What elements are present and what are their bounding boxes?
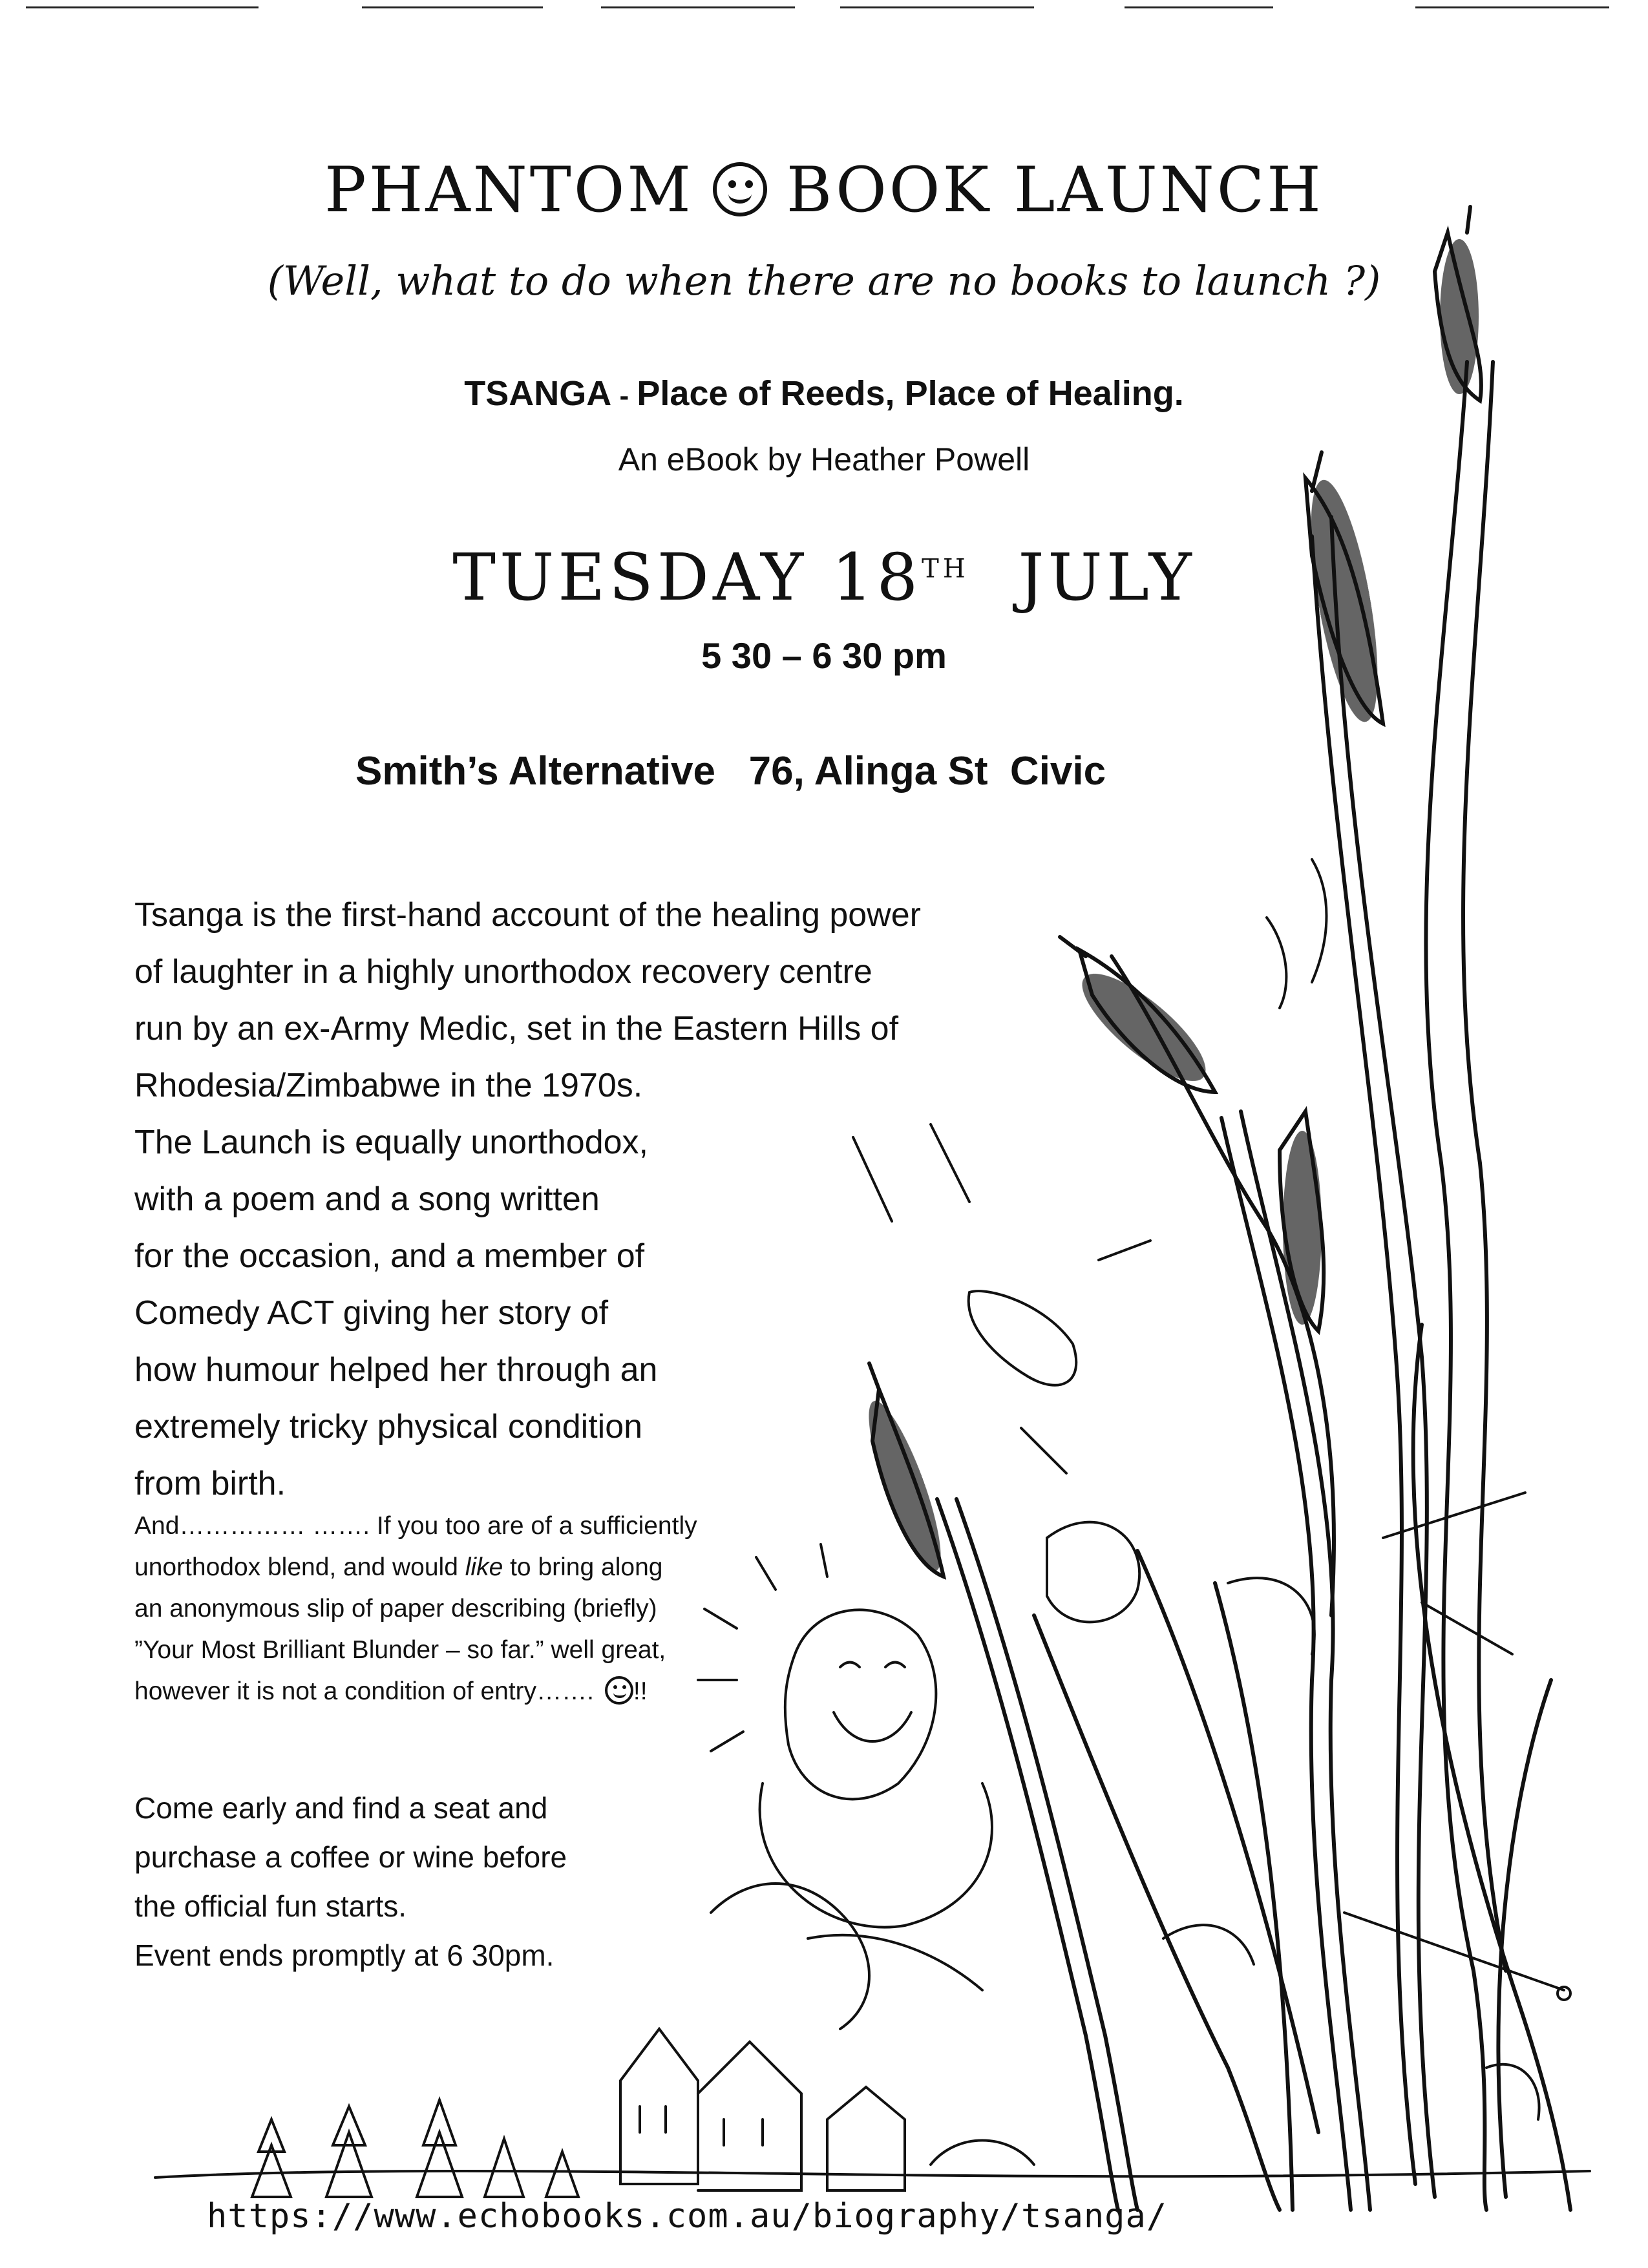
book-name: TSANGA <box>464 374 612 413</box>
description-line: of laughter in a highly unorthodox recovery centre <box>134 953 872 991</box>
description-line: from birth. <box>134 1465 286 1502</box>
page-subtitle: (Well, what to do when there are no books to launch ?) <box>267 257 1381 304</box>
description-line: The Launch is equally unorthodox, <box>134 1124 648 1161</box>
closing-line: Come early and find a seat and <box>134 1791 548 1825</box>
invitation-text: to bring along <box>503 1553 663 1581</box>
description-line: Tsanga is the first-hand account of the healing power <box>134 896 921 934</box>
description-line: with a poem and a song written <box>134 1181 600 1218</box>
closing-line: Event ends promptly at 6 30pm. <box>134 1938 555 1972</box>
invitation-paragraph <box>134 1506 697 1712</box>
description-line: run by an ex-Army Medic, set in the Eastern Hills of <box>134 1010 899 1047</box>
event-day: TUESDAY 18 <box>452 540 922 615</box>
event-month: JULY <box>1018 540 1196 615</box>
description-line: how humour helped her through an <box>134 1351 658 1389</box>
event-date <box>0 540 1648 615</box>
author-line: An eBook by Heather Powell <box>618 441 1030 478</box>
invitation-line: ”Your Most Brilliant Blunder – so far.” well great, <box>134 1636 666 1664</box>
description-line: Rhodesia/Zimbabwe in the 1970s. <box>134 1067 643 1104</box>
book-dash: - <box>611 380 637 412</box>
invitation-line <box>134 1671 697 1712</box>
smiley-icon <box>713 162 767 216</box>
smiley-icon <box>605 1676 633 1705</box>
title-right: BOOK LAUNCH <box>786 154 1324 226</box>
invitation-exclaim: !! <box>633 1677 648 1705</box>
invitation-line: And…………… ……. If you too are of a sufficiently <box>134 1512 697 1540</box>
closing-line: purchase a coffee or wine before <box>134 1840 567 1874</box>
book-tagline: Place of Reeds, Place of Healing. <box>637 374 1184 413</box>
event-time: 5 30 – 6 30 pm <box>701 635 947 676</box>
page-title <box>0 154 1648 226</box>
closing-paragraph <box>134 1783 567 1980</box>
description-line: Comedy ACT giving her story of <box>134 1294 609 1332</box>
invitation-text: however it is not a condition of entry……. <box>134 1677 595 1705</box>
book-title-line <box>0 373 1648 414</box>
footer-url[interactable]: https://www.echobooks.com.au/biography/tsanga/ <box>207 2197 1168 2236</box>
description-line: for the occasion, and a member of <box>134 1237 645 1275</box>
event-venue: Smith’s Alternative 76, Alinga St Civic <box>355 749 1106 793</box>
description-paragraph <box>134 887 921 1512</box>
title-left: PHANTOM <box>324 154 693 226</box>
invitation-line: an anonymous slip of paper describing (briefly) <box>134 1595 657 1622</box>
invitation-text: unorthodox blend, and would <box>134 1553 465 1581</box>
closing-line: the official fun starts. <box>134 1889 407 1923</box>
event-day-suffix: TH <box>922 554 969 584</box>
invitation-emphasis: like <box>465 1553 503 1581</box>
invitation-line <box>134 1547 697 1588</box>
description-line: extremely tricky physical condition <box>134 1408 643 1445</box>
